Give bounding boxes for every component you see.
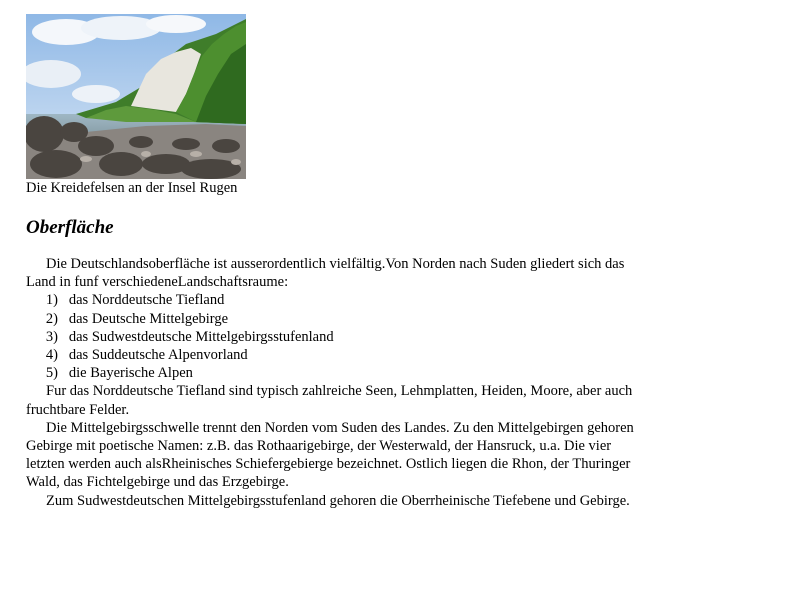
list-number: 3) xyxy=(45,328,58,345)
figure xyxy=(26,14,636,197)
list-item-text: die Bayerische Alpen xyxy=(68,365,193,382)
list-number: 1) xyxy=(45,292,58,309)
section-heading: Oberfläche xyxy=(26,217,114,238)
list-item-text: das Suddeutsche Alpenvorland xyxy=(68,347,248,364)
document-page xyxy=(26,14,636,510)
section-body xyxy=(26,255,636,510)
landscape-list xyxy=(26,291,636,382)
list-number: 4) xyxy=(45,347,58,364)
mittelgebirge-paragraph: Die Mittelgebirgsschwelle trennt den Norden vom Suden des Landes. Zu den Mittelgebirgen gehoren Gebirge mit poetische Namen: z.B. das Rothaarigebirge, der Westerwald, der Hansruck, u.a. Die vier letzten werden auch alsRheinisches Schiefergebierge bezeichnet. Ostlich liegen die Rhon, der Thuringer Wald, das Fichtelgebirge und das Erzgebirge. xyxy=(26,419,634,491)
list-item-text: das Sudwestdeutsche Mittelgebirgsstufenland xyxy=(68,328,334,345)
stufenland-paragraph: Zum Sudwestdeutschen Mittelgebirgsstufenland gehoren die Oberrheinische Tiefebene und Gebirge. xyxy=(46,492,630,509)
chalk-cliffs-photo xyxy=(26,14,246,179)
list-number: 2) xyxy=(45,310,58,327)
list-number: 5) xyxy=(45,365,58,382)
intro-paragraph: Die Deutschlandsoberfläche ist ausserordentlich vielfältig.Von Norden nach Suden gliedert sich das Land in funf verschiedeneLandschaftsraume: xyxy=(26,256,625,291)
list-item-text: das Deutsche Mittelgebirge xyxy=(68,310,229,327)
list-item xyxy=(26,310,636,328)
list-item-text: das Norddeutsche Tiefland xyxy=(68,292,225,309)
list-item xyxy=(26,346,636,364)
figure-caption: Die Kreidefelsen an der Insel Rugen xyxy=(26,180,238,196)
list-item xyxy=(26,364,636,382)
list-item xyxy=(26,328,636,346)
lowland-paragraph: Fur das Norddeutsche Tiefland sind typisch zahlreiche Seen, Lehmplatten, Heiden, Moore, aber auch fruchtbare Felder. xyxy=(26,383,633,418)
list-item xyxy=(26,291,636,309)
